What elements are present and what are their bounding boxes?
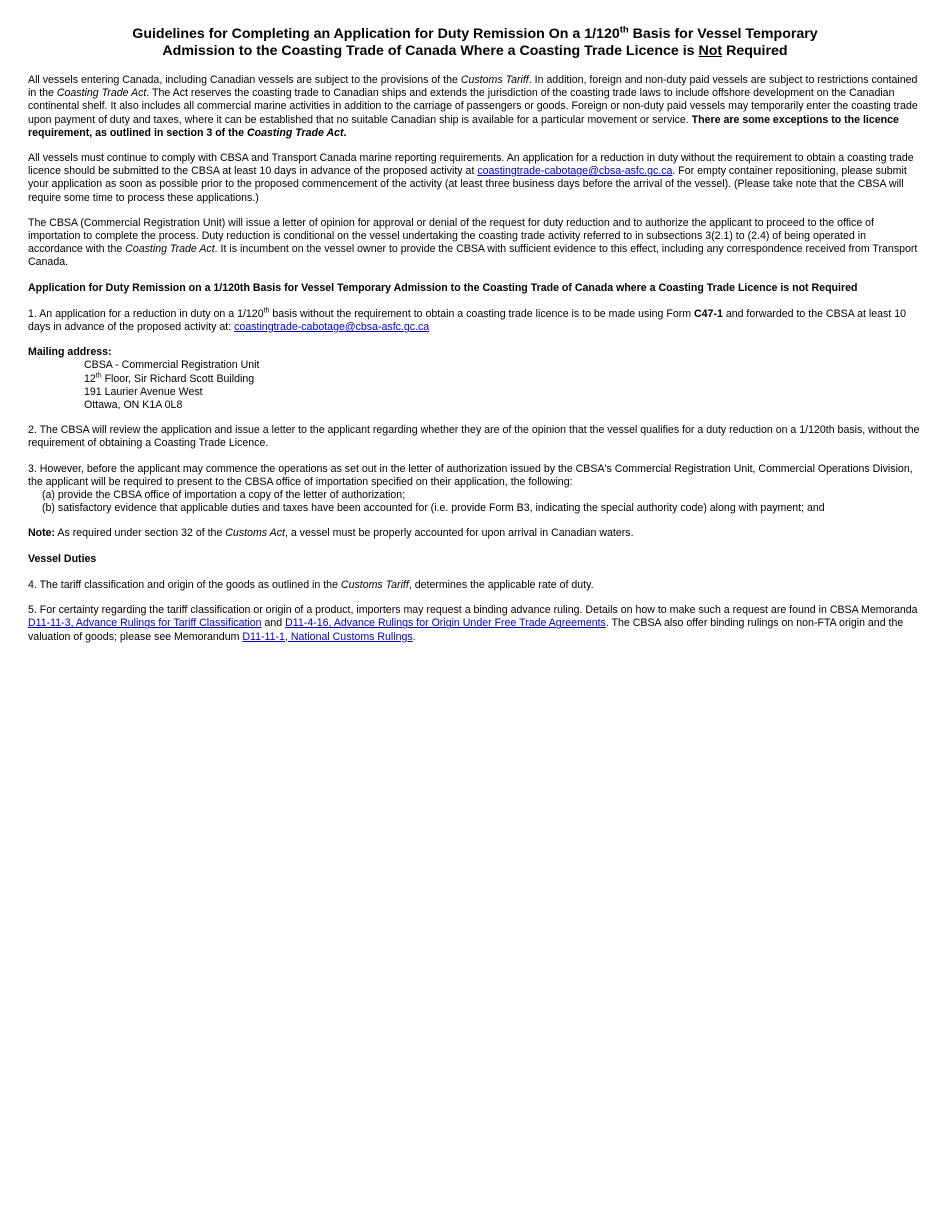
vessel-duties-heading: Vessel Duties (28, 552, 97, 565)
intro-paragraph-3: The CBSA (Commercial Registration Unit) will issue a letter of opinion for approval or denial of the request for duty reduction and to authorize the applicant to proceed to the office of importation to complete the process. Duty reduction is conditional on the vessel undertaking the coasting trade activity referred to in subsections 3(2.1) to (2.4) of being operated in accordance with the Coasting Trade Act. It is incumbent on the vessel owner to provide the CBSA with sufficient evidence to this effect, including any correspondence received from Transport Canada. (28, 216, 918, 269)
address-line-1: CBSA - Commercial Registration Unit (84, 359, 260, 372)
memo-link-d11-11-3[interactable]: D11-11-3, Advance Rulings for Tariff Classification (28, 617, 262, 630)
mailing-address-label: Mailing address: (28, 346, 112, 359)
email-link[interactable]: coastingtrade-cabotage@cbsa-asfc.gc.ca (477, 165, 673, 178)
email-link-2[interactable]: coastingtrade-cabotage@cbsa-asfc.gc.ca (234, 321, 430, 334)
mailing-address (84, 359, 922, 412)
intro-paragraph-1: All vessels entering Canada, including Canadian vessels are subject to the provisions of the Customs Tariff. In addition, foreign and non-duty paid vessels are subject to restrictions contained in the Coasting Trade Act. The Act reserves the coasting trade to Canadian ships and extends the jurisdiction of the coasting trade laws to include offshore development on the Canadian continental shelf. It also includes all commercial marine activities in addition to the carriage of passengers or goods. Foreign or non-duty paid vessels may temporarily enter the coasting trade upon payment of duty and taxes, where it can be established that no suitable Canadian ship is available for a particular movement or service. There are some exceptions to the licence requirement, as outlined in section 3 of the Coasting Trade Act. (28, 74, 918, 139)
memo-link-d11-11-1[interactable]: D11-11-1, National Customs Rulings (242, 630, 413, 643)
document-title (28, 26, 922, 60)
address-line-3: 191 Laurier Avenue West (84, 385, 203, 398)
item-3-intro: 3. However, before the applicant may commence the operations as set out in the letter of authorization issued by the CBSA's Commercial Registration Unit, Commercial Operations Division, the applicant will be required to present to the CBSA office of importation specified on their application, the following: (28, 462, 913, 488)
section-heading: Application for Duty Remission on a 1/120th Basis for Vessel Temporary Admission to the Coasting Trade of Canada where a Coasting Trade Licence is not Required (28, 281, 858, 294)
item-3 (28, 463, 922, 516)
item-2: 2. The CBSA will review the application and issue a letter to the applicant regarding whether they are of the opinion that the vessel qualifies for a duty reduction on a 1/120th basis, without the requirement of obtaining a Coasting Trade Licence. (28, 424, 920, 450)
intro-paragraph-2: All vessels must continue to comply with CBSA and Transport Canada marine reporting requirements. An application for a reduction in duty without the requirement to obtain a coasting trade licence should be submitted to the CBSA at least 10 days in advance of the proposed activity at coastingtrade-cabotage@cbsa-asfc.gc.ca. For empty container repositioning, please submit your application as soon as possible prior to the proposed commencement of the activity (at least three business days before the arrival of the vessel). (Please take note that the CBSA will require some time to process these applications.) (28, 152, 914, 204)
item-3-sub-a: (a) provide the CBSA office of importation a copy of the letter of authorization; (42, 489, 406, 502)
title-line-2: Admission to the Coasting Trade of Canada Where a Coasting Trade Licence is Not Required (162, 43, 788, 59)
item-4: 4. The tariff classification and origin of the goods as outlined in the Customs Tariff, determines the applicable rate of duty. (28, 578, 594, 591)
note: Note: As required under section 32 of the Customs Act, a vessel must be properly accounted for upon arrival in Canadian waters. (28, 527, 634, 540)
address-line-2: 12th Floor, Sir Richard Scott Building (84, 372, 255, 385)
item-3-sub-b: (b) satisfactory evidence that applicable duties and taxes have been accounted for (i.e. provide Form B3, indicating the special authority code) along with payment; and (42, 502, 825, 515)
title-line-1: Guidelines for Completing an Application for Duty Remission On a 1/120th Basis for Vessel Temporary (132, 24, 818, 42)
address-line-4: Ottawa, ON K1A 0L8 (84, 399, 183, 412)
item-5: 5. For certainty regarding the tariff classification or origin of a product, importers may request a binding advance ruling. Details on how to make such a request are found in CBSA Memoranda D11-11-3, Advance Rulings for Tariff Classification and D11-4-16, Advance Rulings for Origin Under Free Trade Agreements. The CBSA also offer binding rulings on non-FTA origin and the valuation of goods; please see Memorandum D11-11-1, National Customs Rulings. (28, 604, 918, 643)
memo-link-d11-4-16[interactable]: D11-4-16, Advance Rulings for Origin Under Free Trade Agreements (285, 617, 606, 630)
item-1: 1. An application for a reduction in duty on a 1/120th basis without the requirement to obtain a coasting trade licence is to be made using Form C47-1 and forwarded to the CBSA at least 10 days in advance of the proposed activity at: coastingtrade-cabotage@cbsa-asfc.gc.ca (28, 307, 907, 334)
